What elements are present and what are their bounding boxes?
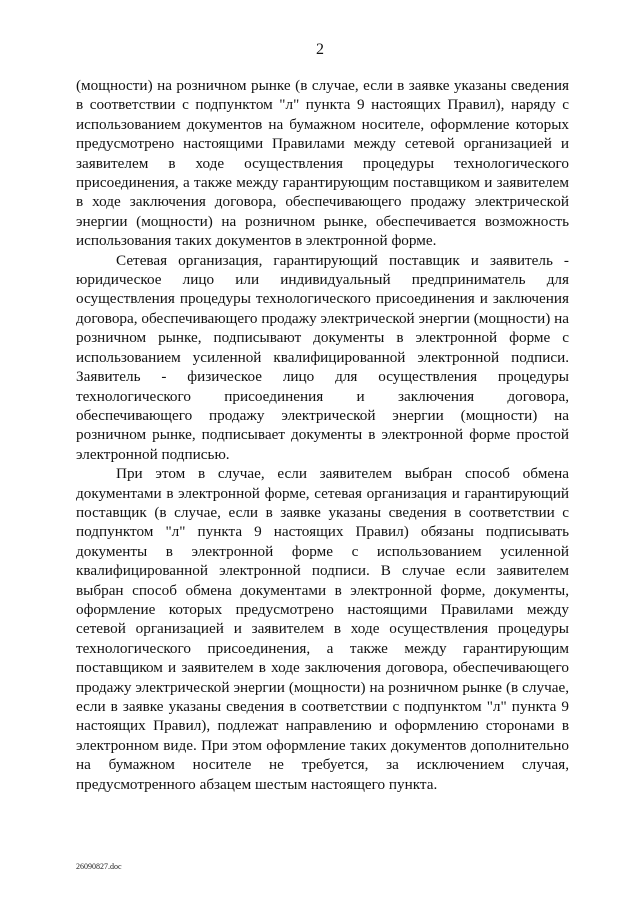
paragraph-3: При этом в случае, если заявителем выбран способ обмена документами в электронной форме, сетевая организация и гарантирующий поставщик (в случае, если в заявке указаны сведения в соответствии с подпунктом "л" пункта 9 настоящих Правил) обязаны подписывать документы в электронной форме с использованием усиленной квалифицированной электронной подписи. В случае если заявителем выбран способ обмена документами в электронной форме, документы, оформление которых предусмотрено настоящими Правилами между сетевой организацией и заявителем в ходе осуществления процедуры технологического присоединения, а также между гарантирующим поставщиком и заявителем в ходе заключения договора, обеспечивающего продажу электрической энергии (мощности) на розничном рынке (в случае, если в заявке указаны сведения в соответствии с подпунктом "л" пункта 9 настоящих Правил), подлежат направлению и оформлению сторонами в электронном виде. При этом оформление таких документов дополнительно на бумажном носителе не требуется, за исключением случая, предусмотренного абзацем шестым настоящего пункта.	[76, 465, 569, 793]
page-number: 2	[316, 41, 324, 58]
paragraph-1: (мощности) на розничном рынке (в случае, если в заявке указаны сведения в соответствии с подпунктом "л" пункта 9 настоящих Правил), наряду с использованием документов на бумажном носителе, оформление которых предусмотрено настоящими Правилами между сетевой организацией и заявителем в ходе осуществления процедуры технологического присоединения, а также между гарантирующим поставщиком и заявителем в ходе заключения договора, обеспечивающего продажу электрической энергии (мощности) на розничном рынке, обеспечивается возможность использования таких документов в электронной форме.	[76, 77, 569, 250]
document-file-code: 26090827.doc	[76, 862, 122, 871]
paragraph-2: Сетевая организация, гарантирующий поставщик и заявитель - юридическое лицо или индивидуальный предприниматель для осуществления процедуры технологического присоединения и заключения договора, обеспечивающего продажу электрической энергии (мощности) на розничном рынке, подписывают документы в электронной форме с использованием усиленной квалифицированной электронной подписи. Заявитель - физическое лицо для осуществления процедуры технологического присоединения и заключения договора, обеспечивающего продажу электрической энергии (мощности) на розничном рынке, подписывает документы в электронной форме простой электронной подписью.	[76, 251, 570, 463]
body-text	[76, 76, 569, 794]
